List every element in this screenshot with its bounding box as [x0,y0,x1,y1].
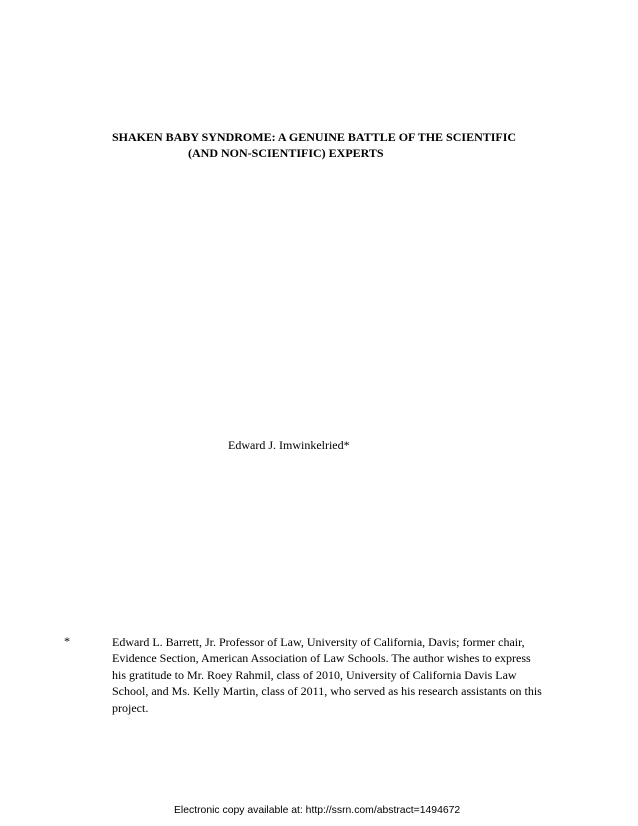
paper-title-line-2: (AND NON-SCIENTIFIC) EXPERTS [188,146,384,160]
footnote-marker: * [64,634,70,648]
footnote-line: Edward L. Barrett, Jr. Professor of Law, University of California, Davis; former chair, [112,635,525,649]
footnote-line: Evidence Section, American Association of Law Schools. The author wishes to express [112,651,531,666]
footnote-line: his gratitude to Mr. Roey Rahmil, class of 2010, University of California Davis Law [112,667,517,682]
ssrn-footer: Electronic copy available at: http://ssrn.com/abstract=1494672 [174,805,461,816]
footnote-line: project. [112,700,149,715]
author-footnote [112,634,572,716]
paper-title-line-1: SHAKEN BABY SYNDROME: A GENUINE BATTLE OF THE SCIENTIFIC [112,130,517,144]
author-name: Edward J. Imwinkelried* [228,438,350,452]
footnote-line: School, and Ms. Kelly Martin, class of 2011, who served as his research assistants on this [112,684,542,699]
